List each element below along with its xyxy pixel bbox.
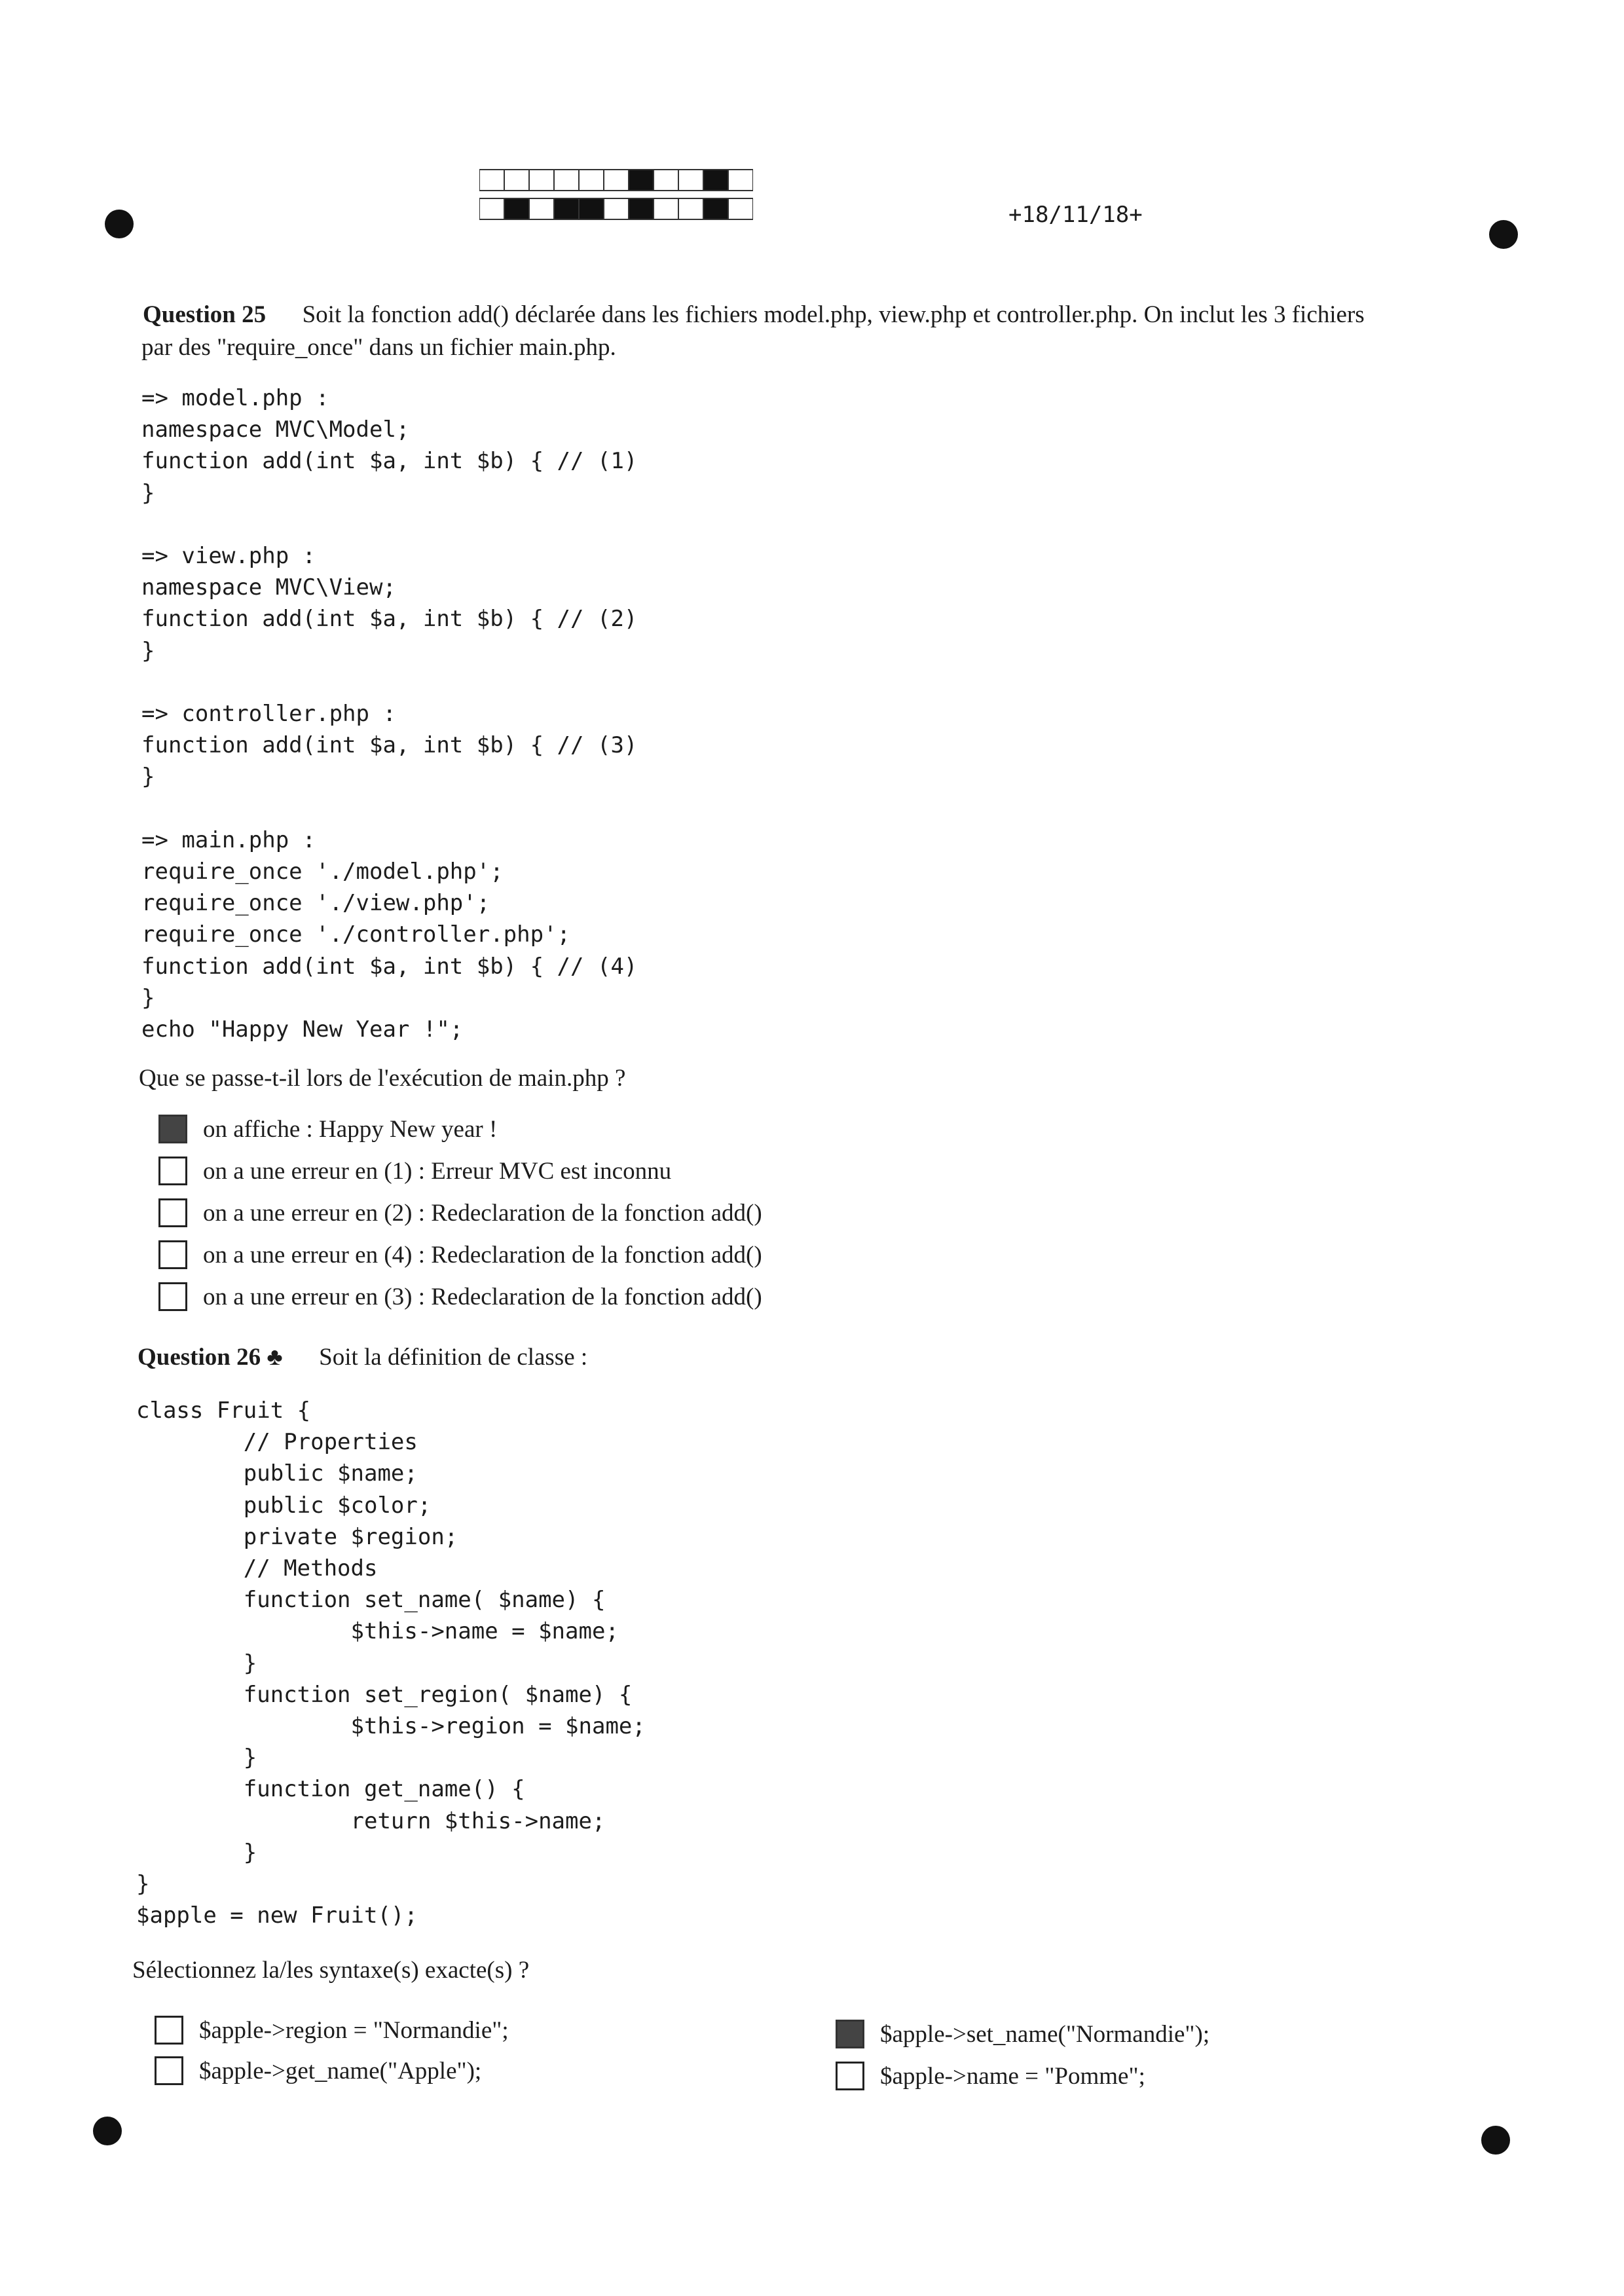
checkbox[interactable] <box>836 2062 864 2090</box>
barcode-cell <box>629 198 654 220</box>
registration-mark-bottom-left <box>93 2117 122 2145</box>
choice-label: on a une erreur en (4) : Redeclaration de la fonction add() <box>203 1241 762 1268</box>
barcode-cell <box>728 198 753 220</box>
choice-label: on affiche : Happy New year ! <box>203 1115 498 1143</box>
q25-choice-2[interactable] <box>158 1157 671 1185</box>
barcode-cell <box>579 198 604 220</box>
barcode-cell <box>703 169 728 191</box>
barcode-cell <box>529 169 554 191</box>
barcode-cell <box>579 169 604 191</box>
exam-id: +18/11/18+ <box>1008 202 1143 228</box>
checked-checkbox[interactable] <box>836 2020 864 2048</box>
q25-choice-5[interactable] <box>158 1282 762 1311</box>
barcode-cell <box>529 198 554 220</box>
barcode-row-bottom <box>479 198 753 220</box>
choice-label: $apple->set_name("Normandie"); <box>880 2020 1210 2048</box>
barcode-cell <box>654 198 678 220</box>
question-25-label: Question 25 <box>143 301 267 328</box>
barcode-cell <box>728 169 753 191</box>
question-25-statement-line2: par des "require_once" dans un fichier main.php. <box>141 334 616 361</box>
registration-mark-bottom-right <box>1481 2126 1510 2155</box>
question-26-prompt: Sélectionnez la/les syntaxe(s) exacte(s) ? <box>132 1957 530 1984</box>
question-25-statement <box>143 300 1365 330</box>
barcode-cell <box>629 169 654 191</box>
barcode-cell <box>703 198 728 220</box>
choice-label: on a une erreur en (2) : Redeclaration de la fonction add() <box>203 1199 762 1227</box>
checked-checkbox[interactable] <box>158 1115 187 1143</box>
barcode-cell <box>604 169 629 191</box>
question-25-prompt: Que se passe-t-il lors de l'exécution de main.php ? <box>139 1065 626 1092</box>
barcode-cell <box>504 169 529 191</box>
q26-choice-3[interactable] <box>836 2020 1209 2048</box>
barcode-cell <box>604 198 629 220</box>
barcode-cell <box>479 198 504 220</box>
barcode-cell <box>504 198 529 220</box>
registration-mark-top-right <box>1489 220 1518 249</box>
barcode-cell <box>554 169 579 191</box>
checkbox[interactable] <box>158 1240 187 1269</box>
barcode-cell <box>654 169 678 191</box>
question-26-statement-text: Soit la définition de classe : <box>319 1344 588 1371</box>
choice-label: on a une erreur en (3) : Redeclaration de la fonction add() <box>203 1283 762 1310</box>
q26-choice-2[interactable] <box>155 2056 481 2085</box>
q25-choice-4[interactable] <box>158 1240 762 1269</box>
registration-mark-top-left <box>105 210 134 238</box>
question-26-code: class Fruit { // Properties public $name; public $color; private $region; // Methods function set_name( $name) { $this->name = $name; } function set_region( $name) { $this->region = $name; } function get_name() { return $this->name; } } $apple = new Fruit(); <box>136 1398 646 1929</box>
checkbox[interactable] <box>158 1198 187 1227</box>
checkbox[interactable] <box>155 2016 183 2045</box>
barcode-cell <box>479 169 504 191</box>
q25-choice-3[interactable] <box>158 1198 762 1227</box>
choice-label: $apple->get_name("Apple"); <box>199 2057 482 2084</box>
checkbox[interactable] <box>155 2056 183 2085</box>
question-25-statement-line1: Soit la fonction add() déclarée dans les fichiers model.php, view.php et controller.php. On inclut les 3 fichiers <box>302 301 1365 328</box>
q26-choice-1[interactable] <box>155 2016 509 2045</box>
checkbox[interactable] <box>158 1157 187 1185</box>
question-26-statement <box>138 1342 587 1373</box>
checkbox[interactable] <box>158 1282 187 1311</box>
barcode-cell <box>678 169 703 191</box>
choice-label: on a une erreur en (1) : Erreur MVC est inconnu <box>203 1157 672 1185</box>
barcode-row-top <box>479 169 753 191</box>
q26-choice-4[interactable] <box>836 2062 1145 2090</box>
choice-label: $apple->region = "Normandie"; <box>199 2016 509 2044</box>
barcode-cell <box>678 198 703 220</box>
barcode-cell <box>554 198 579 220</box>
q25-choice-1[interactable] <box>158 1115 497 1143</box>
question-25-code: => model.php : namespace MVC\Model; function add(int $a, int $b) { // (1) } => view.php : namespace MVC\View; function add(int $a, int $b) { // (2) } => controller.php : function add(int $a, int $b) { // (3) } => main.php : require_once './model.php'; require_once './view.php'; require_once './controller.php'; function add(int $a, int $b) { // (4) } echo "Happy New Year !"; <box>141 385 638 1043</box>
choice-label: $apple->name = "Pomme"; <box>880 2062 1145 2090</box>
question-26-label: Question 26 ♣ <box>138 1344 283 1371</box>
